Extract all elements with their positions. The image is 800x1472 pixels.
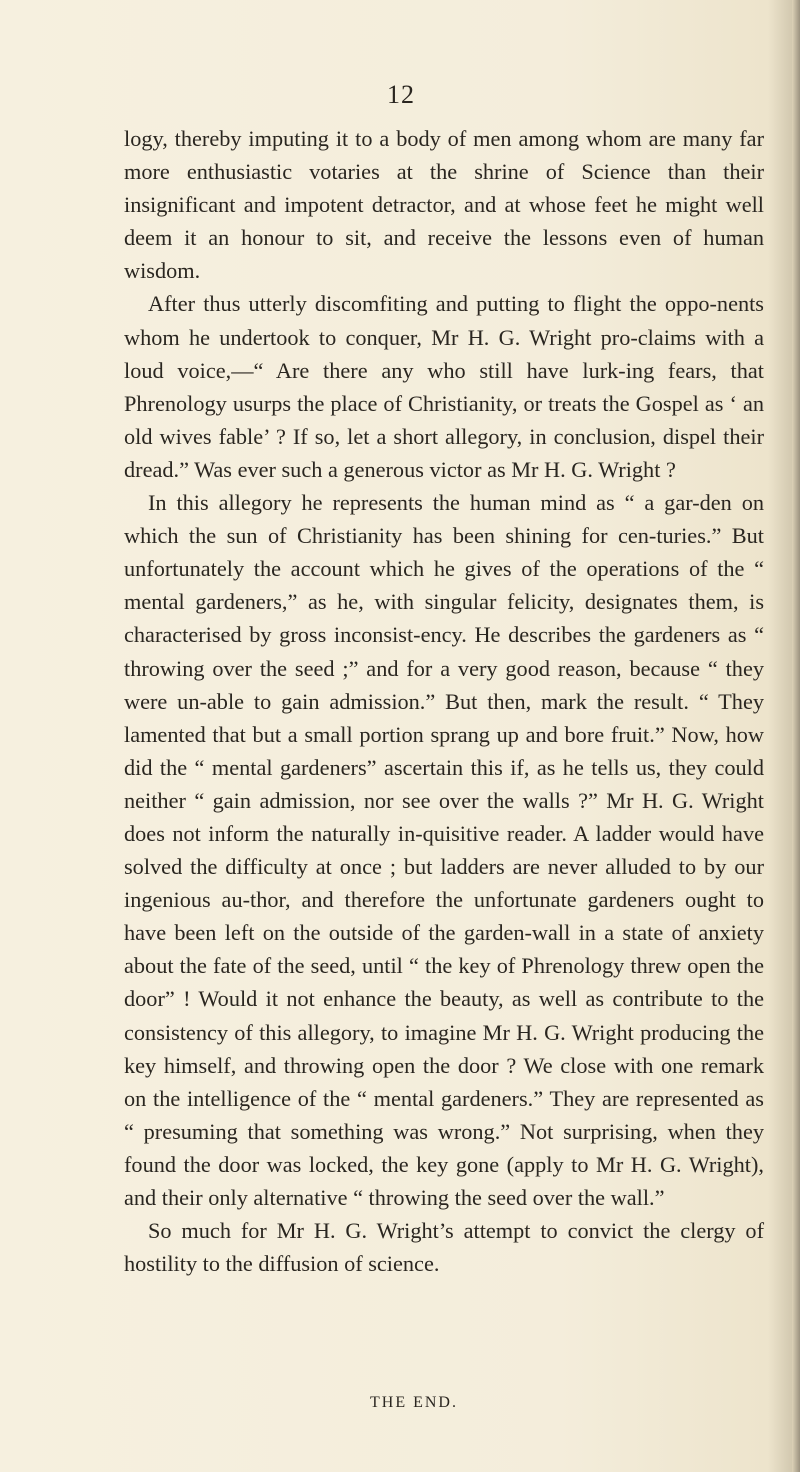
paragraph-conclusion: So much for Mr H. G. Wright’s attempt to convict the clergy of hostility to the diffusion of science. — [124, 1218, 764, 1277]
page-number: 12 — [387, 80, 415, 109]
paragraph-continued: logy, thereby imputing it to a body of men among whom are many far more enthusiastic votaries at the shrine of Science than their insignificant and impotent detractor, and at whose feet he might well deem it an honour to sit, and receive the lessons even of human wisdom. — [124, 126, 764, 284]
page-edge — [792, 0, 800, 1472]
paragraph-victor: After thus utterly discomfiting and putting to flight the oppo-nents whom he undertook to conquer, Mr H. G. Wright pro-claims with a loud voice,—“ Are there any who still have lurk-ing fears, that Phrenology usurps the place of Christianity, or treats the Gospel as ‘ an old wives fable’ ? If so, let a short allegory, in conclusion, dispel their dread.” Was ever such a generous victor as Mr H. G. Wright ? — [124, 291, 764, 482]
paragraph-allegory: In this allegory he represents the human mind as “ a gar-den on which the sun of Christianity has been shining for cen-turies.” But unfortunately the account which he gives of the operations of the “ mental gardeners,” as he, with singular felicity, designates them, is characterised by gross inconsist-ency. He describes the gardeners as “ throwing over the seed ;” and for a very good reason, because “ they were un-able to gain admission.” But then, mark the result. “ They lamented that but a small portion sprang up and bore fruit.” Now, how did the “ mental gardeners” ascertain this if, as he tells us, they could neither “ gain admission, nor see over the walls ?” Mr H. G. Wright does not inform the naturally in-quisitive reader. A ladder would have solved the difficulty at once ; but ladders are never alluded to by our ingenious au-thor, and therefore the unfortunate gardeners ought to have been left on the outside of the garden-wall in a state of anxiety about the fate of the seed, until “ the key of Phrenology threw open the door” ! Would it not enhance the beauty, as well as contribute to the consistency of this allegory, to imagine Mr H. G. Wright producing the key himself, and throwing open the door ? We close with one remark on the intelligence of the “ mental gardeners.” They are represented as “ presuming that something was wrong.” Not surprising, when they found the door was locked, the key gone (apply to Mr H. G. Wright), and their only alternative “ throwing the seed over the wall.” — [124, 490, 764, 1210]
the-end-heading: THE END. — [370, 1394, 458, 1411]
body-text — [124, 122, 764, 1280]
